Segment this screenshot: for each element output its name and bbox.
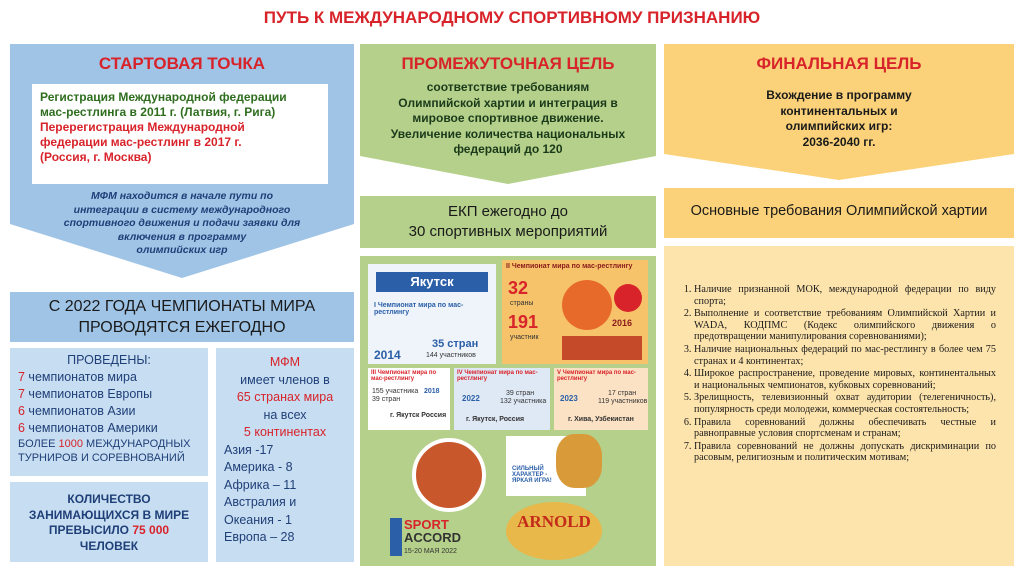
note-line: МФМ находится в начале пути по bbox=[91, 190, 273, 202]
note-line: включения в программу bbox=[117, 230, 247, 243]
requirements-box bbox=[664, 246, 1014, 566]
members-continents: 5 континентах bbox=[243, 425, 327, 439]
poster-title: II Чемпионат мира по мас-рестлингу bbox=[506, 263, 633, 270]
requirement-item: 3. Наличие национальных федераций по мас-рестлингу в более чем 75 странах и 4 континентах; bbox=[694, 344, 996, 367]
poster-title: I Чемпионат мира по мас-рестлингу bbox=[374, 302, 464, 316]
poster-title: III Чемпионат мира по мас-рестлингу bbox=[371, 370, 437, 382]
goal-line: Олимпийской хартии и интеграция в bbox=[398, 95, 618, 110]
yakutsk-logo: Якутск bbox=[376, 272, 488, 292]
members-heading: МФМ bbox=[269, 355, 301, 369]
poster-countries: 39 стран bbox=[506, 390, 535, 397]
goal-line: соответствие требованиям bbox=[426, 80, 590, 94]
count-box bbox=[10, 482, 208, 562]
continent-item: Европа – 28 bbox=[224, 530, 295, 544]
requirement-item: 5. Зрелищность, телевизионный охват аудитории (телегеничность), популярность среди молодежи, коммерческая состоятельность; bbox=[694, 392, 996, 415]
start-note bbox=[40, 190, 324, 258]
wrestlers-image bbox=[562, 336, 642, 360]
count-line: ЗАНИМАЮЩИХСЯ В МИРЕ bbox=[28, 507, 190, 522]
held-item: 7 чемпионатов Европы bbox=[18, 387, 153, 401]
banner-line: С 2022 ГОДА ЧЕМПИОНАТЫ МИРА bbox=[48, 298, 316, 315]
poster-2014 bbox=[368, 264, 496, 364]
poster-city: г. Якутск Россия bbox=[390, 412, 447, 419]
poster-2018 bbox=[368, 368, 450, 430]
count-line: ЧЕЛОВЕК bbox=[79, 538, 139, 553]
note-line: олимпийских игр bbox=[136, 244, 228, 256]
poster-countries: страны bbox=[510, 300, 534, 307]
requirement-item: 6. Правила соревнований должны обеспечивать честные и равноправные условия спортсменам и странам; bbox=[694, 417, 996, 440]
goal-line: мировое спортивное движение. bbox=[412, 111, 604, 125]
sportaccord-accord: ACCORD bbox=[404, 530, 462, 545]
held-item: 6 чемпионатов Америки bbox=[18, 421, 158, 435]
sportaccord-date: 15-20 МАЯ 2022 bbox=[404, 548, 457, 555]
continent-item: Океания - 1 bbox=[224, 512, 292, 527]
held-more-line2: ТУРНИРОВ И СОРЕВНОВАНИЙ bbox=[18, 452, 185, 464]
charter-requirements-heading: Основные требования Олимпийской хартии bbox=[664, 188, 1014, 238]
since-2022-banner bbox=[10, 292, 354, 342]
held-more: БОЛЕЕ 1000 МЕЖДУНАРОДНЫХ bbox=[18, 438, 191, 450]
poster-participants: 132 участника bbox=[500, 398, 547, 405]
poster-title: V Чемпионат мира по мас-рестлингу bbox=[557, 370, 636, 382]
final-goal-heading: ФИНАЛЬНАЯ ЦЕЛЬ bbox=[756, 54, 922, 73]
requirement-item: 4. Широкое распространение, проведение мировых, континентальных и национальных чемпионатов, кубковых соревнований; bbox=[694, 368, 996, 391]
held-heading: ПРОВЕДЕНЫ: bbox=[67, 353, 151, 367]
held-box bbox=[10, 348, 208, 476]
poster-participants: 144 участников bbox=[426, 352, 476, 359]
final-line: 2036-2040 гг. bbox=[802, 134, 876, 149]
poster-countries: 35 стран bbox=[432, 338, 479, 350]
poster-participants: 155 участника bbox=[372, 388, 419, 395]
note-line: спортивного движения и подачи заявки для bbox=[63, 217, 301, 229]
continent-item: Австралия и bbox=[224, 495, 297, 509]
federation-emblem-icon bbox=[412, 438, 486, 512]
poster-year: 2022 bbox=[462, 394, 480, 403]
poster-city: г. Якутск, Россия bbox=[466, 416, 525, 423]
requirements-list bbox=[672, 284, 996, 464]
banner-line: ПРОВОДЯТСЯ ЕЖЕГОДНО bbox=[78, 319, 286, 336]
intermediate-goal-heading: ПРОМЕЖУТОЧНАЯ ЦЕЛЬ bbox=[401, 54, 615, 73]
requirement-item: 7. Правила соревнований не должны допускать дискриминации по расовым, религиозным и политическим мотивам; bbox=[694, 441, 996, 464]
lynx-mascot-icon bbox=[556, 434, 602, 488]
note-line: интеграции в систему международного bbox=[73, 203, 291, 216]
page-title: ПУТЬ К МЕЖДУНАРОДНОМУ СПОРТИВНОМУ ПРИЗНАНИЮ bbox=[263, 8, 761, 27]
final-goal-text bbox=[664, 88, 1014, 150]
poster-countries: 17 стран bbox=[608, 390, 637, 397]
final-line: Вхождение в программу bbox=[766, 88, 912, 102]
start-point-heading: СТАРТОВАЯ ТОЧКА bbox=[98, 54, 266, 73]
arnold-text: ARNOLD bbox=[517, 512, 591, 531]
poster-participants: 119 участников bbox=[598, 398, 648, 405]
reregistration-line: (Россия, г. Москва) bbox=[40, 150, 152, 164]
poster-year: 2023 bbox=[560, 394, 578, 403]
members-countries: 65 странах мира bbox=[236, 390, 334, 404]
photo-collage bbox=[360, 256, 656, 566]
poster-countries: 39 стран bbox=[372, 396, 401, 403]
poster-2023 bbox=[554, 368, 648, 430]
requirement-item: 2. Выполнение и соответствие требованиям Олимпийской Хартии и WADA, КОДПМС (Кодекс олимпийского движения о предотвращении манипулирования соревнованиями); bbox=[694, 308, 996, 343]
members-box bbox=[216, 348, 354, 562]
sportaccord-sport: SPORT bbox=[404, 517, 449, 532]
continent-item: Америка - 8 bbox=[224, 460, 293, 474]
continent-item: Африка – 11 bbox=[224, 477, 297, 492]
intermediate-goal-text bbox=[372, 80, 644, 158]
members-line: на всех bbox=[263, 407, 307, 422]
held-item: 7 чемпионатов мира bbox=[18, 370, 137, 384]
goal-line: федераций до 120 bbox=[453, 142, 563, 156]
held-item: 6 чемпионатов Азии bbox=[18, 404, 136, 418]
sportaccord-logo-icon bbox=[390, 518, 402, 556]
registration-line: мас-рестлинга в 2011 г. (Латвия, г. Рига) bbox=[40, 105, 276, 119]
registration-line: Регистрация Международной федерации bbox=[40, 90, 287, 104]
reregistration-line: федерации мас-рестлинг в 2017 г. bbox=[40, 135, 242, 149]
poster-countries-num: 32 bbox=[508, 278, 529, 298]
poster-year: 2018 bbox=[424, 388, 440, 395]
poster-2022 bbox=[454, 368, 550, 430]
final-line: олимпийских игр: bbox=[785, 119, 893, 133]
poster-year: 2014 bbox=[374, 348, 401, 362]
poster-title: IV Чемпионат мира по мас-рестлингу bbox=[457, 370, 538, 382]
poster-city: г. Хива, Узбекистан bbox=[568, 416, 634, 423]
poster-year: 2016 bbox=[612, 318, 633, 328]
mascot-slogan: СИЛЬНЫЙ ХАРАКТЕР - ЯРКАЯ ИГРА! bbox=[512, 466, 552, 484]
ekp-line: 30 спортивных мероприятий bbox=[408, 223, 608, 240]
medal-icon bbox=[614, 284, 642, 312]
poster-2016 bbox=[502, 260, 648, 364]
count-line: КОЛИЧЕСТВО bbox=[67, 492, 151, 506]
requirement-item: 1. Наличие признанной МОК, международной федерации по виду спорта; bbox=[694, 284, 996, 307]
reregistration-line: Перерегистрация Международной bbox=[40, 120, 245, 134]
emblem-icon bbox=[562, 280, 612, 330]
ekp-line: ЕКП ежегодно до bbox=[447, 203, 569, 220]
final-line: континентальных и bbox=[780, 103, 898, 118]
members-line: имеет членов в bbox=[240, 372, 330, 387]
goal-line: Увеличение количества национальных bbox=[390, 126, 626, 141]
continent-item: Азия -17 bbox=[224, 442, 274, 457]
count-line: ПРЕВЫСИЛО 75 000 bbox=[48, 523, 170, 537]
continent-list bbox=[222, 442, 348, 547]
poster-participants: участник bbox=[510, 334, 539, 341]
registration-box bbox=[32, 84, 328, 184]
ekp-box bbox=[360, 196, 656, 248]
poster-participants-num: 191 bbox=[508, 312, 539, 332]
